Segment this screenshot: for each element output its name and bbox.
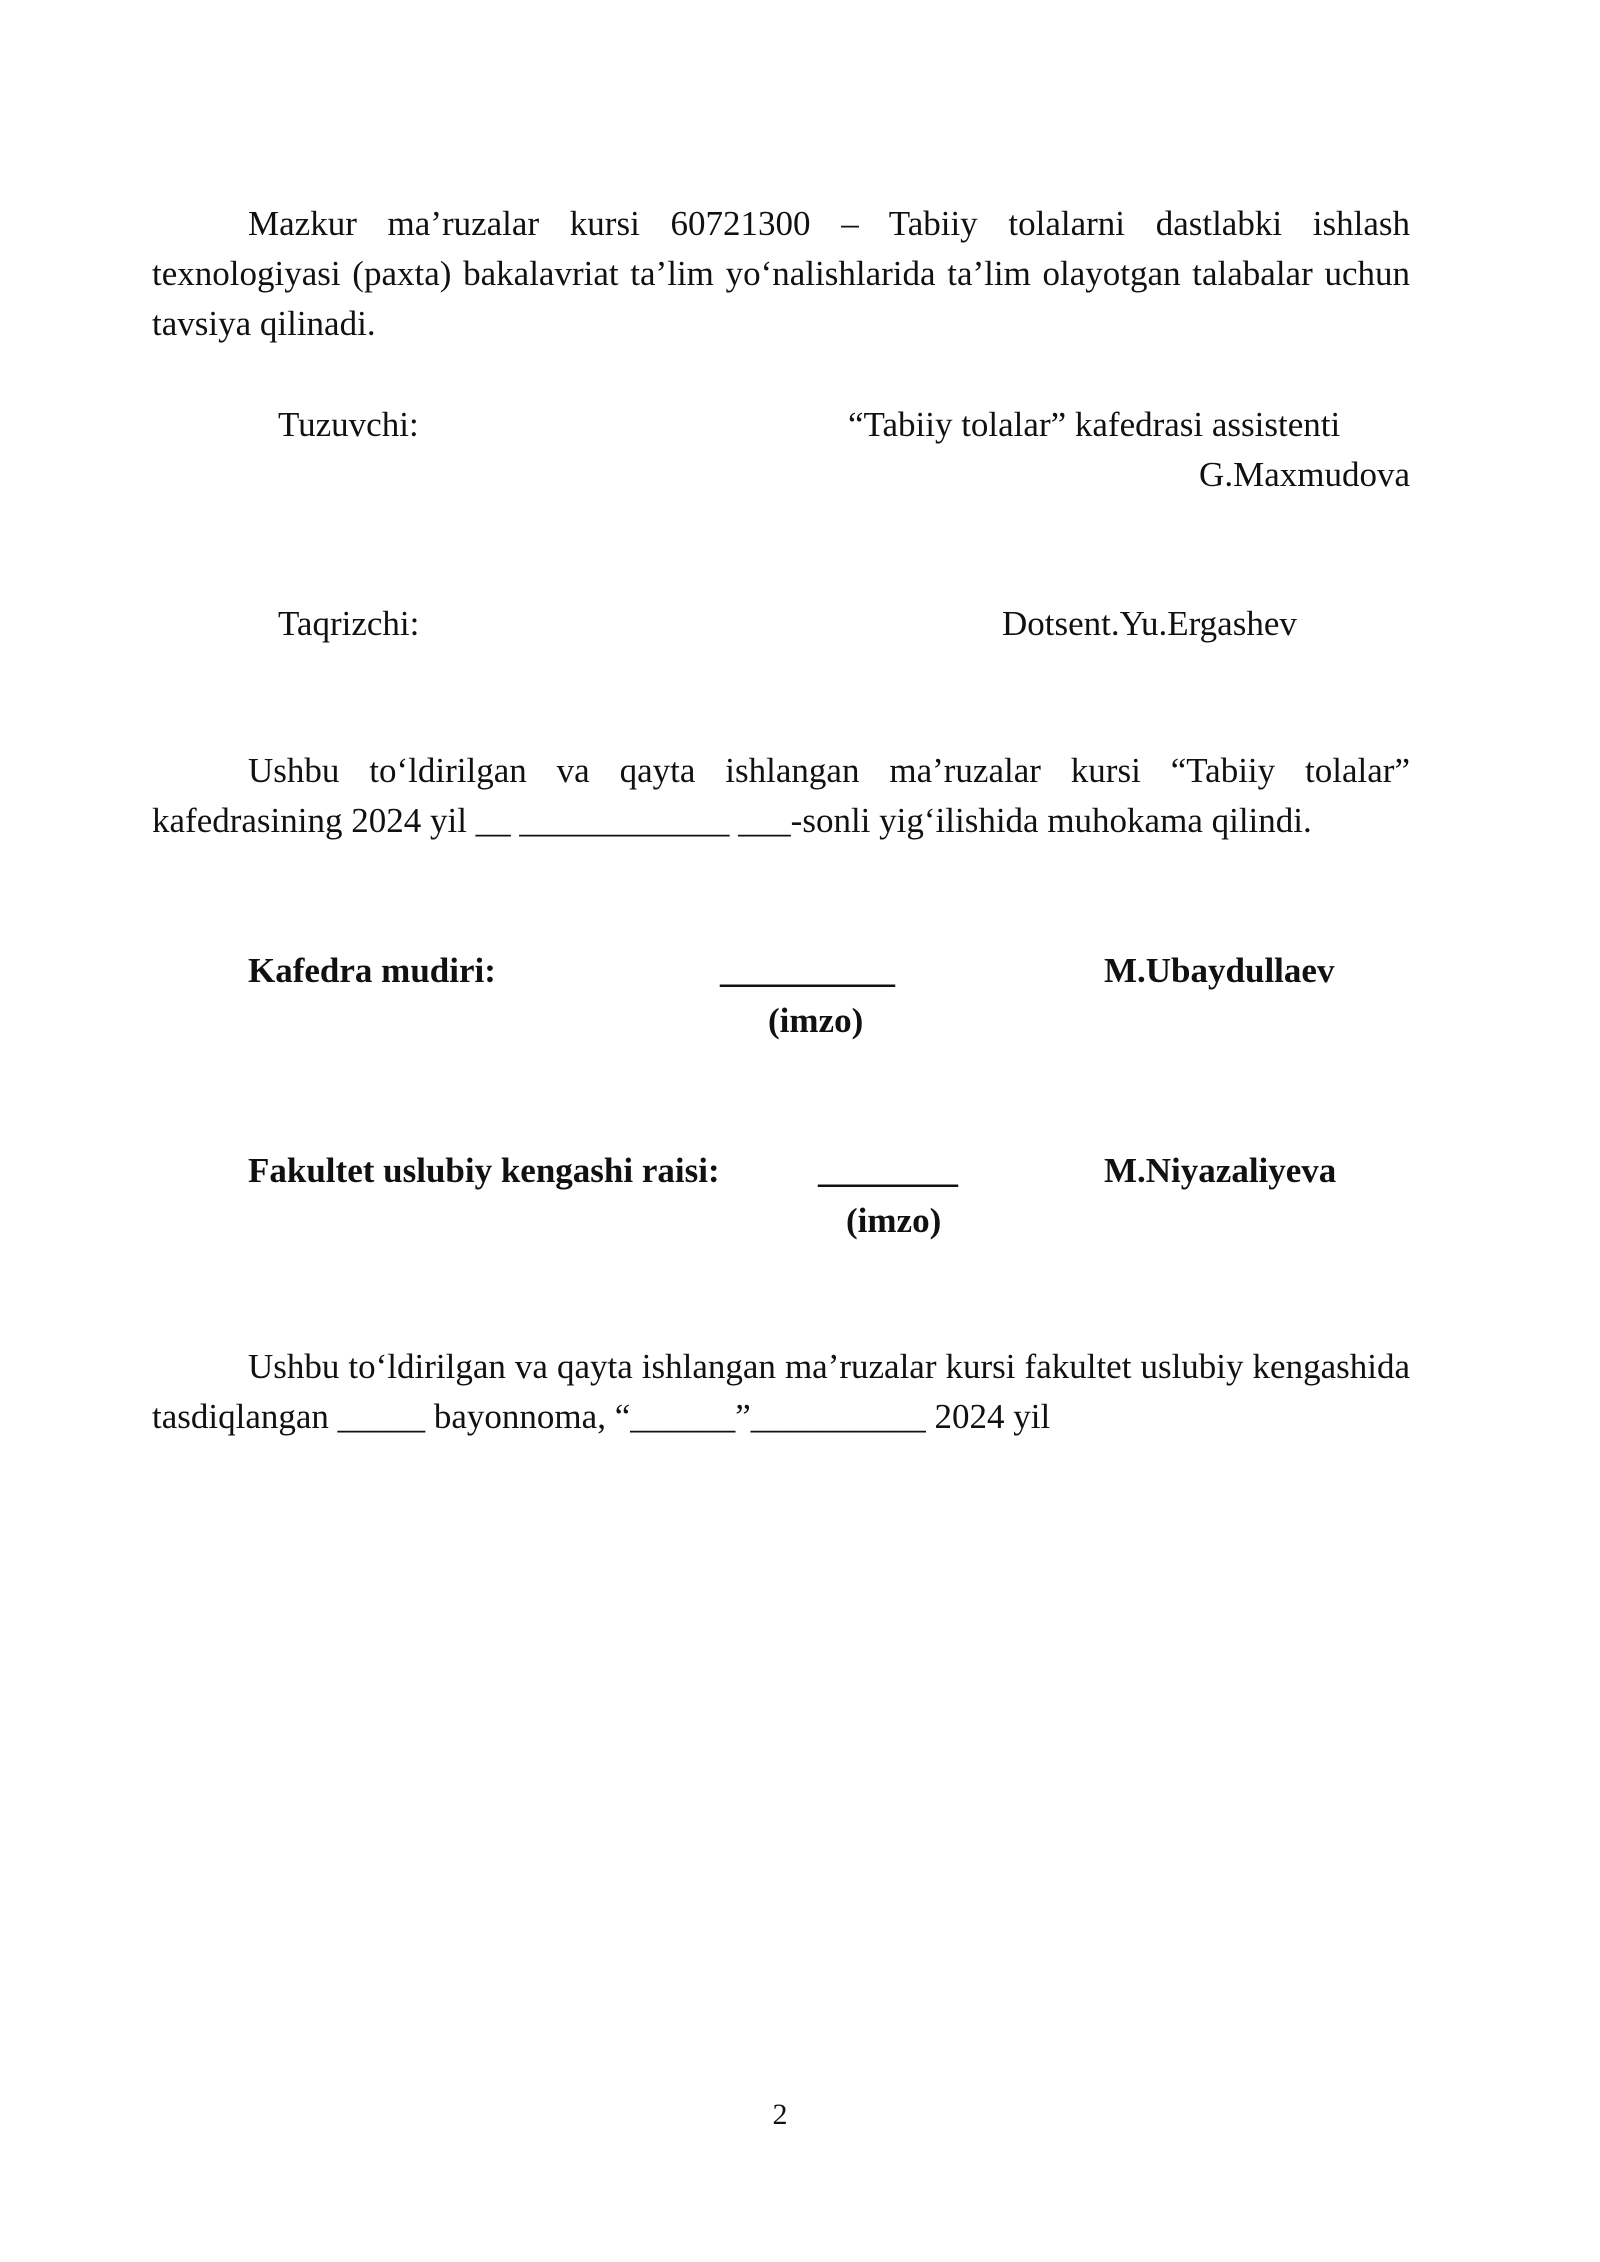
reviewer-label: Taqrizchi: bbox=[278, 604, 420, 643]
department-head-signature-caption: (imzo) bbox=[768, 1001, 864, 1040]
approval-paragraph: Ushbu to‘ldirilgan va qayta ishlangan ma’ruzalar kursi fakultet uslubiy kengashida tasdiqlangan _____ bayonnoma, “______”__________ 2024 yil bbox=[152, 1347, 1410, 1436]
faculty-council-chair-signature-blank: ________ bbox=[818, 1151, 958, 1190]
department-head-name: M.Ubaydullaev bbox=[1104, 951, 1335, 990]
intro-paragraph: Mazkur ma’ruzalar kursi 60721300 – Tabiiy tolalarni dastlabki ishlash texnologiyasi (paxta) bakalavriat ta’lim yo‘nalishlarida ta’lim olayotgan talabalar uchun tavsiya qilinadi. bbox=[152, 204, 1410, 343]
reviewer-name: Dotsent.Yu.Ergashev bbox=[1002, 604, 1297, 643]
department-paragraph: Ushbu to‘ldirilgan va qayta ishlangan ma’ruzalar kursi “Tabiiy tolalar” kafedrasining 2024 yil __ ____________ ___-sonli yig‘ilishida muhokama qilindi. bbox=[152, 751, 1410, 840]
compiler-position: “Tabiiy tolalar” kafedrasi assistenti bbox=[848, 405, 1341, 444]
faculty-council-chair-signature-caption: (imzo) bbox=[846, 1201, 942, 1240]
department-head-label: Kafedra mudiri: bbox=[248, 951, 496, 990]
page-number: 2 bbox=[772, 2098, 788, 2131]
faculty-council-chair-label: Fakultet uslubiy kengashi raisi: bbox=[248, 1151, 720, 1190]
compiler-name: G.Maxmudova bbox=[1199, 455, 1410, 494]
compiler-label: Tuzuvchi: bbox=[278, 405, 419, 444]
department-head-signature-blank: __________ bbox=[720, 951, 895, 990]
faculty-council-chair-name: M.Niyazaliyeva bbox=[1104, 1151, 1337, 1190]
